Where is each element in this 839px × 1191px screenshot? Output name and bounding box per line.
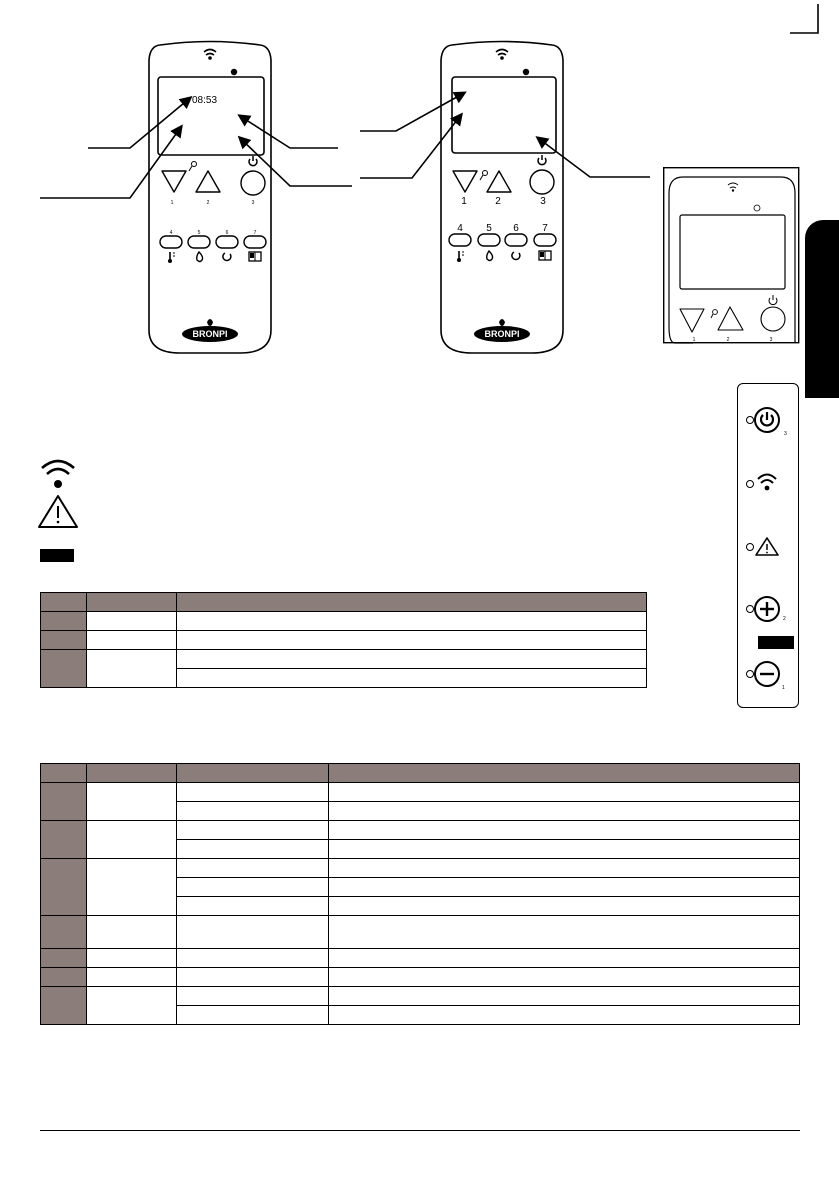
wifi-icon: [758, 475, 776, 491]
table-cell: [87, 821, 177, 859]
indicator-led: [747, 606, 754, 613]
key-number: 4: [169, 230, 173, 236]
table-cell: [329, 840, 800, 859]
table-cell: [329, 916, 800, 949]
header-cell: [177, 764, 329, 783]
table-cell: [329, 859, 800, 878]
callout-arrow: [40, 127, 181, 198]
button-number: 3: [251, 200, 255, 206]
table-row: [41, 612, 647, 631]
button-number: 1: [170, 200, 174, 206]
plus-button[interactable]: [755, 597, 779, 621]
indicator-led: [747, 417, 754, 424]
code-cell: [41, 949, 87, 968]
table-cell: [329, 968, 800, 987]
button-number: 3: [540, 196, 546, 207]
warning-icon: [756, 538, 778, 555]
callout-arrow: [538, 138, 650, 177]
key-number: 6: [225, 230, 229, 236]
callout-arrow: [240, 116, 338, 148]
table-cell: [87, 949, 177, 968]
warning-icon: [39, 496, 77, 527]
table-cell: [177, 783, 329, 802]
control-panel: [737, 383, 799, 708]
button-number: 2: [206, 200, 210, 206]
section-tab: [805, 220, 839, 398]
table-cell: [329, 949, 800, 968]
header-cell: [87, 593, 177, 612]
code-cell: [41, 650, 87, 688]
code-cell: [41, 916, 87, 949]
indicator-led: [747, 671, 754, 678]
table-cell: [177, 821, 329, 840]
button-number: 3: [769, 337, 773, 343]
table-cell: [329, 821, 800, 840]
black-label: [758, 636, 794, 649]
button-number: 2: [726, 337, 730, 343]
power-button[interactable]: [761, 307, 785, 331]
table-cell: [177, 987, 329, 1006]
panel-button-number: 2: [783, 616, 786, 622]
table-cell: [177, 897, 329, 916]
table-cell: [177, 650, 647, 669]
screen-time: 08:53: [192, 95, 218, 106]
button-number: 1: [692, 337, 696, 343]
table-cell: [329, 783, 800, 802]
detail-box: [663, 167, 800, 344]
table-cell: [177, 669, 647, 688]
table-cell: [177, 859, 329, 878]
table-header-row: [41, 764, 800, 783]
table-cell: [329, 878, 800, 897]
table-cell: [87, 859, 177, 916]
header-cell: [41, 593, 87, 612]
svg-text:BRONPI: BRONPI: [484, 329, 520, 339]
table-cell: [177, 612, 647, 631]
table-row: [41, 949, 800, 968]
key-number: 5: [197, 230, 201, 236]
code-cell: [41, 612, 87, 631]
table-cell: [87, 916, 177, 949]
table-row: [41, 968, 800, 987]
callout-arrow: [360, 93, 464, 131]
table-row: [41, 821, 800, 840]
footer-rule: [40, 1130, 800, 1131]
callout-arrow: [360, 115, 461, 178]
header-cell: [177, 593, 647, 612]
table-cell: [177, 968, 329, 987]
code-cell: [41, 783, 87, 821]
legend: [38, 458, 98, 568]
table-row: [41, 650, 647, 669]
key-number: 5: [486, 223, 492, 234]
key-number: 6: [513, 223, 519, 234]
table-row: [41, 987, 800, 1006]
callout-arrow: [88, 98, 190, 148]
callout-arrow: [240, 138, 352, 186]
table-cell: [87, 783, 177, 821]
table-cell: [87, 612, 177, 631]
power-button[interactable]: [755, 408, 779, 432]
black-label: [40, 549, 74, 562]
table-cell: [329, 1006, 800, 1025]
key-number: 4: [457, 223, 463, 234]
table-row: [41, 631, 647, 650]
wifi-icon: [42, 461, 74, 488]
detail-screen: [680, 215, 785, 289]
table-cell: [177, 878, 329, 897]
header-cell: [41, 764, 87, 783]
panel-button-number: 1: [782, 685, 785, 691]
table-cell: [177, 916, 329, 949]
code-cell: [41, 968, 87, 987]
table-cell: [329, 802, 800, 821]
code-cell: [41, 987, 87, 1025]
key-number: 7: [253, 230, 257, 236]
table-header-row: [41, 593, 647, 612]
button-number: 2: [495, 196, 501, 207]
table-cell: [177, 802, 329, 821]
table-cell: [87, 631, 177, 650]
code-cell: [41, 631, 87, 650]
minus-button[interactable]: [755, 662, 779, 686]
button-number: 1: [461, 196, 467, 207]
code-cell: [41, 859, 87, 916]
header-cell: [87, 764, 177, 783]
table-cell: [177, 949, 329, 968]
table-cell: [177, 1006, 329, 1025]
code-cell: [41, 821, 87, 859]
table-cell: [87, 968, 177, 987]
header-cell: [329, 764, 800, 783]
svg-text:BRONPI: BRONPI: [192, 329, 228, 339]
key-number: 7: [542, 223, 548, 234]
table-cell: [177, 631, 647, 650]
table-1: [40, 592, 647, 688]
table-row: [41, 783, 800, 802]
indicator-led: [747, 481, 754, 488]
table-cell: [87, 987, 177, 1025]
table-cell: [329, 897, 800, 916]
panel-button-number: 3: [784, 431, 787, 437]
table-row: [41, 916, 800, 949]
table-cell: [329, 987, 800, 1006]
indicator-led: [747, 544, 754, 551]
table-2: [40, 763, 800, 1025]
table-cell: [177, 840, 329, 859]
table-row: [41, 859, 800, 878]
table-cell: [87, 650, 177, 688]
